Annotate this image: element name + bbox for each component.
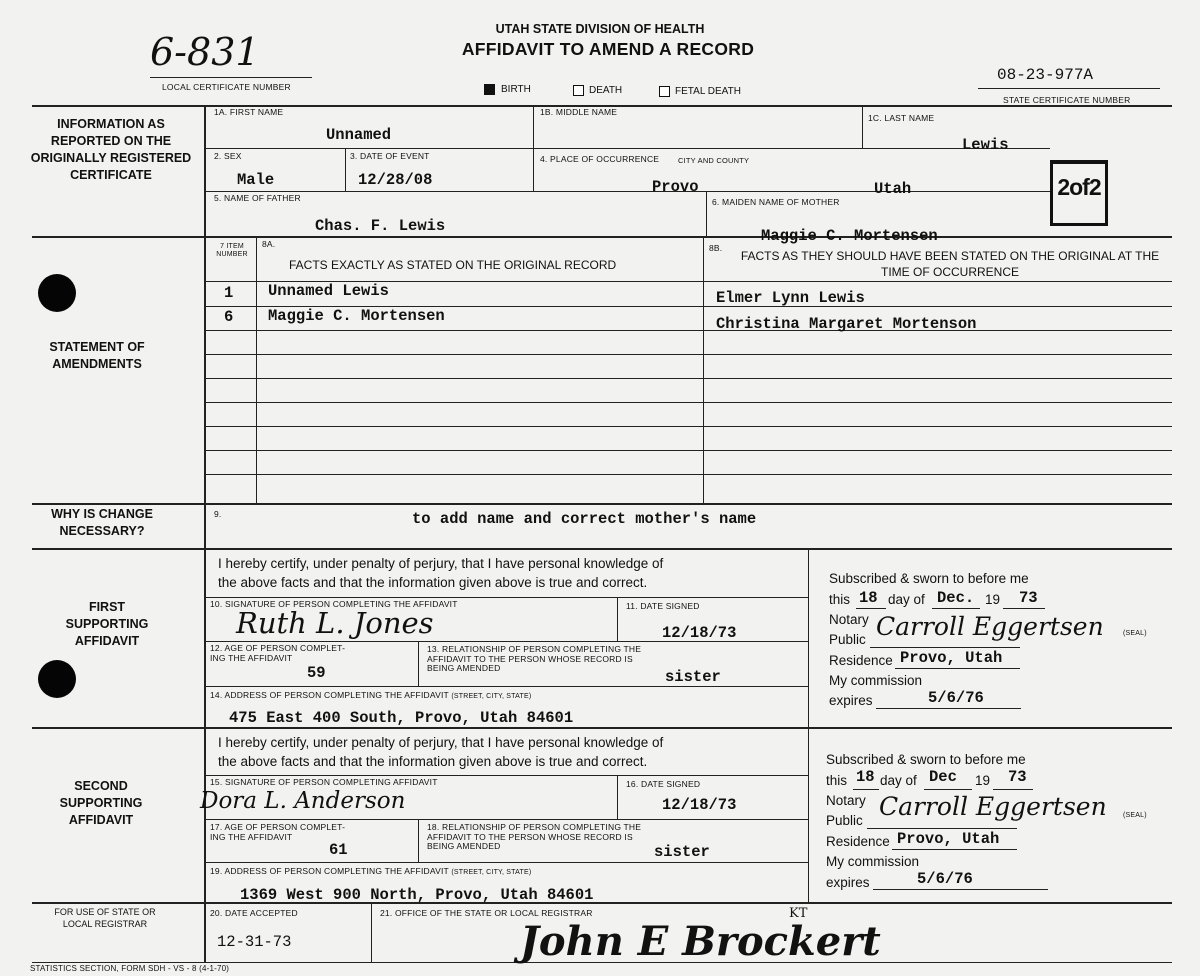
notary2-year-prefix: 19	[975, 773, 991, 788]
date-accepted-label: 20. DATE ACCEPTED	[210, 908, 298, 918]
sex-value[interactable]: Male	[237, 171, 275, 189]
notary1-expires[interactable]: 5/6/76	[928, 689, 984, 707]
page-stamp-text: 2of2	[1057, 174, 1101, 200]
city-value[interactable]: Provo	[652, 178, 699, 196]
reason-number: 9.	[214, 509, 222, 519]
notary2-year[interactable]: 73	[1008, 768, 1027, 786]
punch-hole-top	[38, 274, 76, 312]
fetal-death-checkbox-label: FETAL DEATH	[675, 86, 741, 97]
first-name-value[interactable]: Unnamed	[326, 126, 392, 144]
affidavit2-date-value[interactable]: 12/18/73	[662, 796, 737, 814]
affidavit1-certify-line2: the above facts and that the information given above is true and correct.	[218, 575, 648, 590]
item-number-header: 7 ITEM NUMBER	[216, 243, 248, 258]
notary2-public: Public	[826, 813, 863, 828]
state-certificate-label: STATE CERTIFICATE NUMBER	[1003, 95, 1131, 105]
amendment-item-number[interactable]: 6	[224, 308, 234, 326]
amendment-corrected-fact[interactable]: Christina Margaret Mortenson	[716, 315, 977, 333]
registrar-label: 21. OFFICE OF THE STATE OR LOCAL REGISTRAR	[380, 908, 593, 918]
section-second-affidavit-label: SECOND SUPPORTING AFFIDAVIT	[59, 779, 143, 827]
notary1-residence-label: Residence	[829, 653, 893, 668]
affidavit1-signature-label: 10. SIGNATURE OF PERSON COMPLETING THE AFFIDAVIT	[210, 599, 458, 609]
col-b-header: FACTS AS THEY SHOULD HAVE BEEN STATED ON THE ORIGINAL AT THE TIME OF OCCURRENCE	[740, 249, 1160, 279]
section-first-affidavit-label: FIRST SUPPORTING AFFIDAVIT	[65, 600, 149, 648]
form-footer: STATISTICS SECTION, FORM SDH - VS - 8 (4-1-70)	[30, 964, 230, 973]
notary2-day-of: day of	[880, 773, 917, 788]
affidavit2-age-value[interactable]: 61	[329, 841, 348, 859]
notary1-day[interactable]: 18	[859, 589, 878, 607]
last-name-label: 1C. LAST NAME	[868, 113, 935, 123]
notary1-subscribed: Subscribed & sworn to before me	[829, 571, 1029, 586]
notary2-this: this	[826, 773, 848, 788]
affidavit1-date-value[interactable]: 12/18/73	[662, 624, 737, 642]
middle-name-label: 1B. MIDDLE NAME	[540, 107, 618, 117]
notary1-seal: (SEAL)	[1123, 630, 1147, 637]
father-name-label: 5. NAME OF FATHER	[214, 193, 301, 203]
notary1-residence[interactable]: Provo, Utah	[900, 649, 1003, 667]
col-a-header: FACTS EXACTLY AS STATED ON THE ORIGINAL RECORD	[289, 258, 617, 272]
affidavit1-age-value[interactable]: 59	[307, 664, 326, 682]
notary2-expires-label: expires	[826, 875, 870, 890]
death-checkbox-label: DEATH	[589, 85, 623, 96]
date-of-event-label: 3. DATE OF EVENT	[350, 151, 430, 161]
place-sub-label: CITY AND COUNTY	[678, 156, 750, 165]
affidavit2-address-value[interactable]: 1369 West 900 North, Provo, Utah 84601	[240, 886, 594, 904]
affidavit2-age-label: 17. AGE OF PERSON COMPLET- ING THE AFFIDAVIT	[210, 822, 346, 842]
affidavit2-signature: Dora L. Anderson	[200, 788, 406, 814]
father-name-value[interactable]: Chas. F. Lewis	[315, 217, 446, 235]
affidavit1-certify-line1: I hereby certify, under penalty of perjury, that I have personal knowledge of	[218, 556, 664, 571]
notary2-signature: Carroll Eggertsen	[879, 792, 1107, 821]
notary2-month[interactable]: Dec	[929, 768, 957, 786]
notary1-notary: Notary	[829, 612, 869, 627]
amendment-original-fact[interactable]: Unnamed Lewis	[268, 282, 389, 300]
affidavit1-age-label: 12. AGE OF PERSON COMPLET- ING THE AFFIDAVIT	[210, 643, 346, 663]
registrar-initials: KT	[789, 906, 808, 921]
affidavit1-relationship-label: 13. RELATIONSHIP OF PERSON COMPLETING THE AFFIDAVIT TO THE PERSON WHOSE RECORD IS BEING AMENDED	[427, 644, 642, 673]
notary1-public: Public	[829, 632, 866, 647]
section-why-label: WHY IS CHANGE NECESSARY?	[51, 507, 153, 538]
affidavit2-signature-label: 15. SIGNATURE OF PERSON COMPLETING AFFIDAVIT	[210, 777, 438, 787]
notary1-day-of: day of	[888, 592, 925, 607]
notary2-day[interactable]: 18	[856, 768, 875, 786]
affidavit2-certify-line1: I hereby certify, under penalty of perjury, that I have personal knowledge of	[218, 735, 664, 750]
notary2-residence-label: Residence	[826, 834, 890, 849]
mother-maiden-name-label: 6. MAIDEN NAME OF MOTHER	[712, 197, 840, 207]
death-checkbox[interactable]	[573, 85, 584, 96]
col-a-number: 8A.	[262, 239, 276, 249]
affidavit1-date-label: 11. DATE SIGNED	[626, 601, 700, 611]
affidavit2-certify-line2: the above facts and that the information given above is true and correct.	[218, 754, 648, 769]
form-title: AFFIDAVIT TO AMEND A RECORD	[461, 39, 755, 59]
amendment-item-number[interactable]: 1	[224, 284, 234, 302]
notary1-expires-label: expires	[829, 693, 873, 708]
section-official-label: FOR USE OF STATE OR LOCAL REGISTRAR	[54, 907, 156, 929]
reason-value[interactable]: to add name and correct mother's name	[412, 510, 757, 528]
agency-name: UTAH STATE DIVISION OF HEALTH	[495, 22, 705, 36]
notary1-commission: My commission	[829, 673, 923, 688]
amendment-original-fact[interactable]: Maggie C. Mortensen	[268, 307, 445, 325]
notary2-notary: Notary	[826, 793, 866, 808]
affidavit1-relationship-value[interactable]: sister	[665, 668, 721, 686]
punch-hole-bottom	[38, 660, 76, 698]
local-certificate-label: LOCAL CERTIFICATE NUMBER	[162, 82, 291, 92]
affidavit2-relationship-value[interactable]: sister	[654, 843, 710, 861]
date-accepted-value[interactable]: 12-31-73	[217, 933, 292, 951]
notary1-this: this	[829, 592, 851, 607]
local-certificate-number: 6-831	[150, 30, 260, 74]
last-name-value[interactable]: Lewis	[962, 136, 1009, 154]
state-certificate-number: 08-23-977A	[997, 66, 1094, 84]
registrar-signature: John E Brockert	[520, 918, 881, 965]
sex-label: 2. SEX	[214, 151, 242, 161]
birth-checkbox-label: BIRTH	[501, 84, 531, 95]
notary1-year[interactable]: 73	[1019, 589, 1038, 607]
affidavit1-address-value[interactable]: 475 East 400 South, Provo, Utah 84601	[229, 709, 574, 727]
birth-checkbox[interactable]	[484, 84, 495, 95]
section-original-label: INFORMATION AS REPORTED ON THE ORIGINALLY REGISTERED CERTIFICATE	[30, 117, 192, 182]
notary2-residence[interactable]: Provo, Utah	[897, 830, 1000, 848]
date-of-event-value[interactable]: 12/28/08	[358, 171, 433, 189]
notary2-seal: (SEAL)	[1123, 812, 1147, 819]
notary1-year-prefix: 19	[985, 592, 1001, 607]
notary2-expires[interactable]: 5/6/76	[917, 870, 973, 888]
affidavit2-relationship-label: 18. RELATIONSHIP OF PERSON COMPLETING THE AFFIDAVIT TO THE PERSON WHOSE RECORD IS BEING AMENDED	[427, 822, 642, 851]
notary1-month[interactable]: Dec.	[937, 589, 975, 607]
affidavit2-address-label: 19. ADDRESS OF PERSON COMPLETING THE AFFIDAVIT (STREET, CITY, STATE)	[210, 866, 532, 876]
notary1-signature: Carroll Eggertsen	[876, 612, 1104, 641]
county-value[interactable]: Utah	[874, 180, 912, 198]
fetal-death-checkbox[interactable]	[659, 86, 670, 97]
section-statement-label: STATEMENT OF AMENDMENTS	[49, 340, 145, 371]
place-of-occurrence-label: 4. PLACE OF OCCURRENCE	[540, 154, 660, 164]
mother-maiden-name-value[interactable]: Maggie C. Mortensen	[761, 227, 938, 245]
first-name-label: 1A. FIRST NAME	[214, 107, 284, 117]
affidavit1-address-label: 14. ADDRESS OF PERSON COMPLETING THE AFFIDAVIT (STREET, CITY, STATE)	[210, 690, 532, 700]
notary2-commission: My commission	[826, 854, 920, 869]
col-b-number: 8B.	[709, 243, 723, 253]
affidavit2-date-label: 16. DATE SIGNED	[626, 779, 701, 789]
affidavit1-signature: Ruth L. Jones	[236, 606, 434, 640]
notary2-subscribed: Subscribed & sworn to before me	[826, 752, 1026, 767]
amendment-corrected-fact[interactable]: Elmer Lynn Lewis	[716, 289, 865, 307]
